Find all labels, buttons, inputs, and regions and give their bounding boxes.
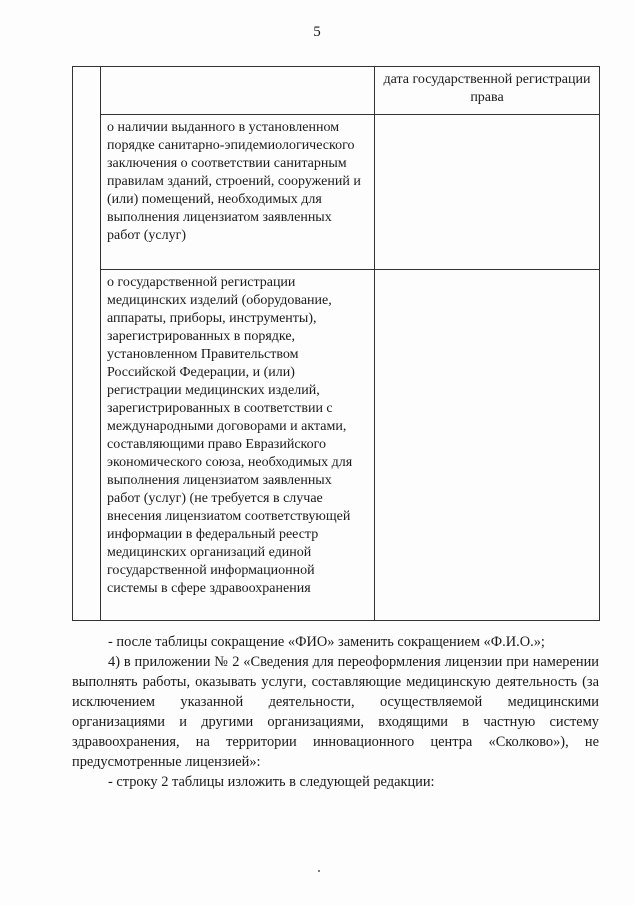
table-cell-empty	[101, 67, 375, 115]
license-info-table	[72, 66, 600, 621]
table-row	[73, 115, 600, 270]
paragraph-appendix-2: 4) в приложении № 2 «Сведения для переоформления лицензии при намерении выполнять работы, оказывать услуги, составляющие медицинскую деятельность (за исключением указанной деятельности, осуществляемой медицинскими организациями и другими организациями, входящими в частную систему здравоохранения, на территории инновационного центра «Сколково»), не предусмотренные лицензией»:	[72, 654, 599, 770]
scan-speck	[318, 870, 320, 872]
table-cell-sanitary-conclusion: о наличии выданного в установленном порядке санитарно-эпидемиологического заключения о соответствии санитарным правилам зданий, строений, сооружений и (или) помещений, необходимых для выполнения лицензиатом заявленных работ (услуг)	[101, 115, 375, 270]
table-cell-empty	[375, 270, 600, 621]
table-header-row	[73, 67, 600, 115]
table-header-registration-date: дата государственной регистрации права	[375, 67, 600, 115]
table-cell-empty	[375, 115, 600, 270]
paragraph-abbreviation-change: - после таблицы сокращение «ФИО» заменить сокращением «Ф.И.О.»;	[108, 634, 545, 650]
amendment-text	[72, 632, 599, 792]
page-number: 5	[313, 24, 321, 40]
table-cell-medical-devices-registration: о государственной регистрации медицинских изделий (оборудование, аппараты, приборы, инструменты), зарегистрированных в порядке, установленном Правительством Российской Федерации, и (или) регистрации медицинских изделий, зарегистрированных в соответствии с международными договорами и актами, составляющими право Евразийского экономического союза, необходимых для выполнения лицензиатом заявленных работ (услуг) (не требуется в случае внесения лицензиатом соответствующей информации в федеральный реестр медицинских организаций единой государственной информационной системы в сфере здравоохранения	[101, 270, 375, 621]
table-number-column	[73, 67, 101, 621]
table-row	[73, 270, 600, 621]
paragraph-row-2-edit: - строку 2 таблицы изложить в следующей редакции:	[108, 774, 435, 790]
